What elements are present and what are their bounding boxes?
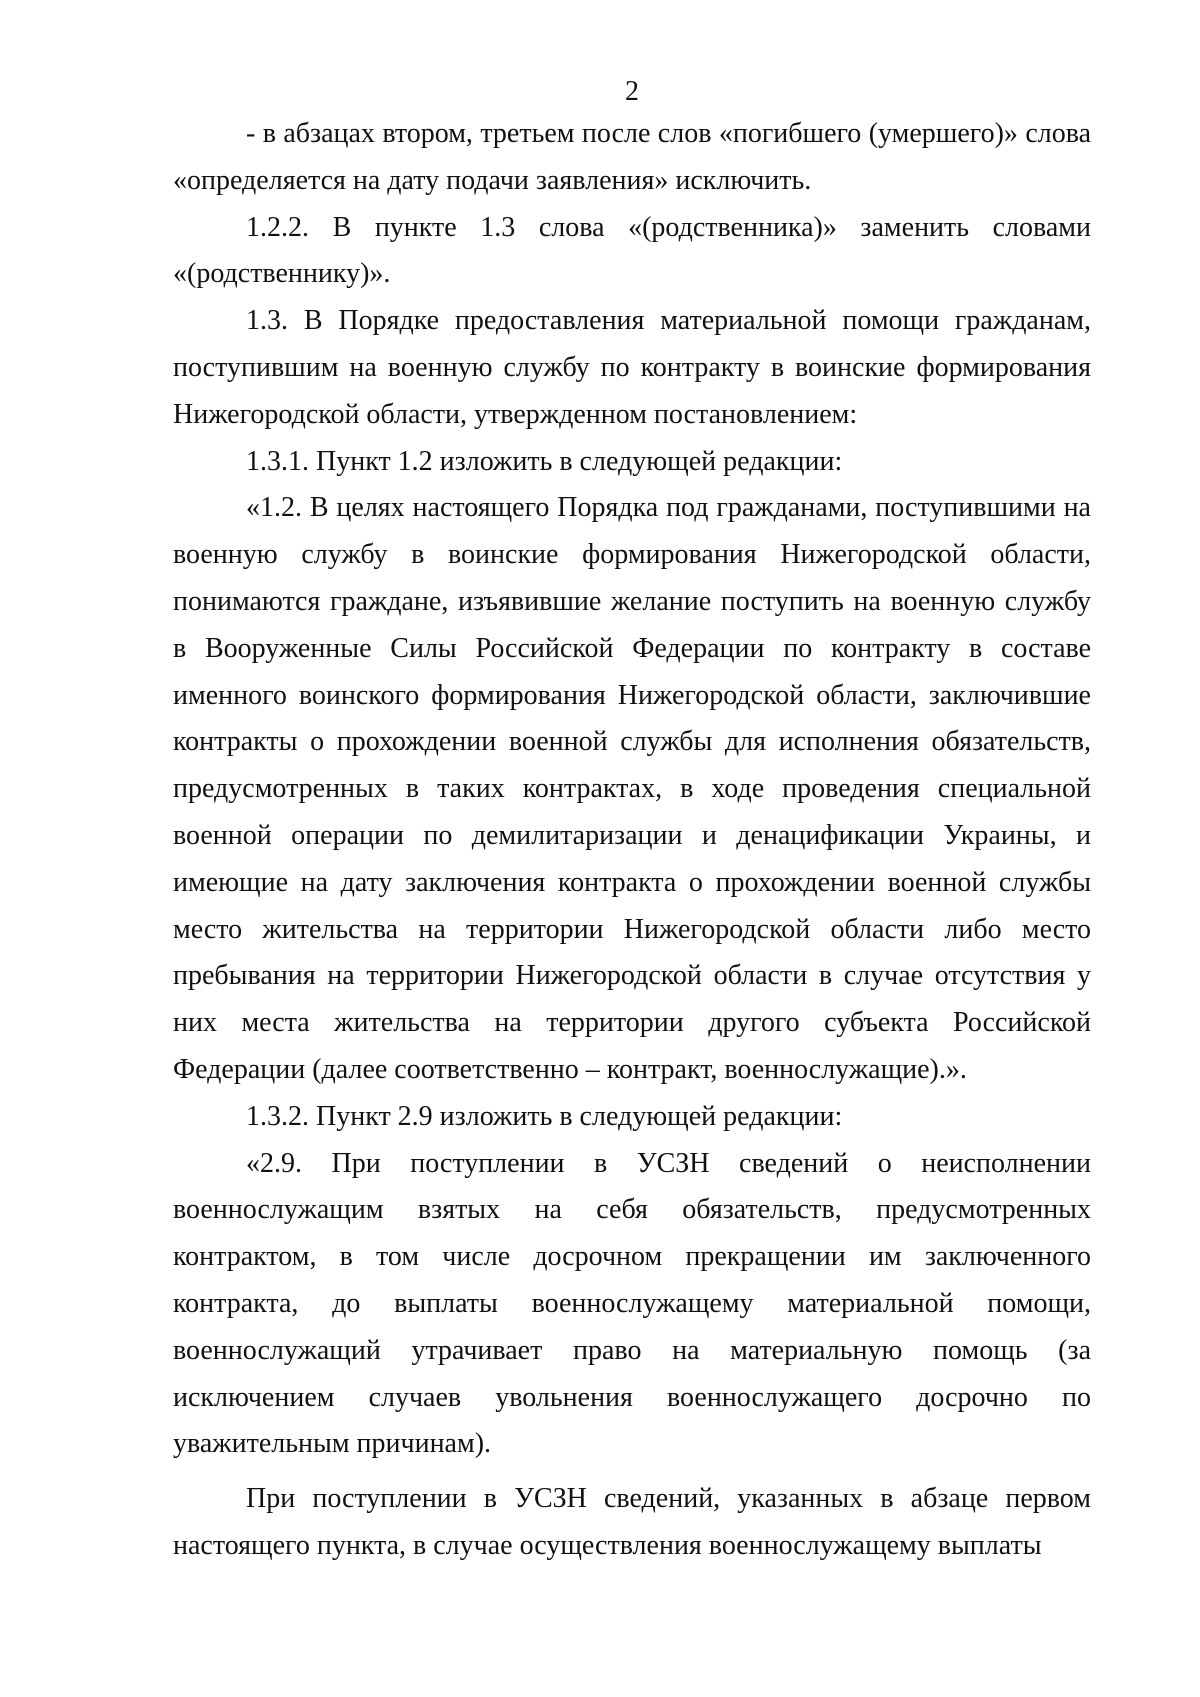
paragraph-1-3-1: 1.3.1. Пункт 1.2 изложить в следующей редакции:: [246, 445, 843, 477]
page-number: 2: [625, 76, 639, 107]
paragraph-1-3-2: 1.3.2. Пункт 2.9 изложить в следующей редакции:: [246, 1100, 843, 1132]
paragraph-1-2-new-text: «1.2. В целях настоящего Порядка под гражданами, поступившими на военную службу в воинские формирования Нижегородской области, понимаются граждане, изъявившие желание поступить на военную службу в Вооруженные Силы Российской Федерации по контракту в составе именного воинского формирования Нижегородской области, заключившие контракты о прохождении военной службы для исполнения обязательств, предусмотренных в таких контрактах, в ходе проведения специальной военной операции по демилитаризации и денацификации Украины, и имеющие на дату заключения контракта о прохождении военной службы место жительства на территории Нижегородской области либо место пребывания на территории Нижегородской области в случае отсутствия у них места жительства на территории другого субъекта Российской Федерации (далее соответственно – контракт, военнослужащие).».: [173, 492, 1091, 1085]
paragraph-2-9-second: При поступлении в УСЗН сведений, указанных в абзаце первом настоящего пункта, в случае осуществления военнослужащему выплаты: [173, 1483, 1091, 1561]
paragraph-abzats-exclusion: - в абзацах втором, третьем после слов «погибшего (умершего)» слова «определяется на дату подачи заявления» исключить.: [173, 118, 1091, 196]
paragraph-2-9-new-text: «2.9. При поступлении в УСЗН сведений о неисполнении военнослужащим взятых на себя обязательств, предусмотренных контрактом, в том числе досрочном прекращении им заключенного контракта, до выплаты военнослужащему материальной помощи, военнослужащий утрачивает право на материальную помощь (за исключением случаев увольнения военнослужащего досрочно по уважительным причинам).: [173, 1147, 1091, 1460]
paragraph-1-2-2: 1.2.2. В пункте 1.3 слова «(родственника)» заменить словами «(родственнику)».: [173, 211, 1091, 290]
document-body: [173, 111, 1091, 1570]
paragraph-1-3: 1.3. В Порядке предоставления материальной помощи гражданам, поступившим на военную службу по контракту в воинские формирования Нижегородской области, утвержденном постановлением:: [173, 305, 1091, 430]
